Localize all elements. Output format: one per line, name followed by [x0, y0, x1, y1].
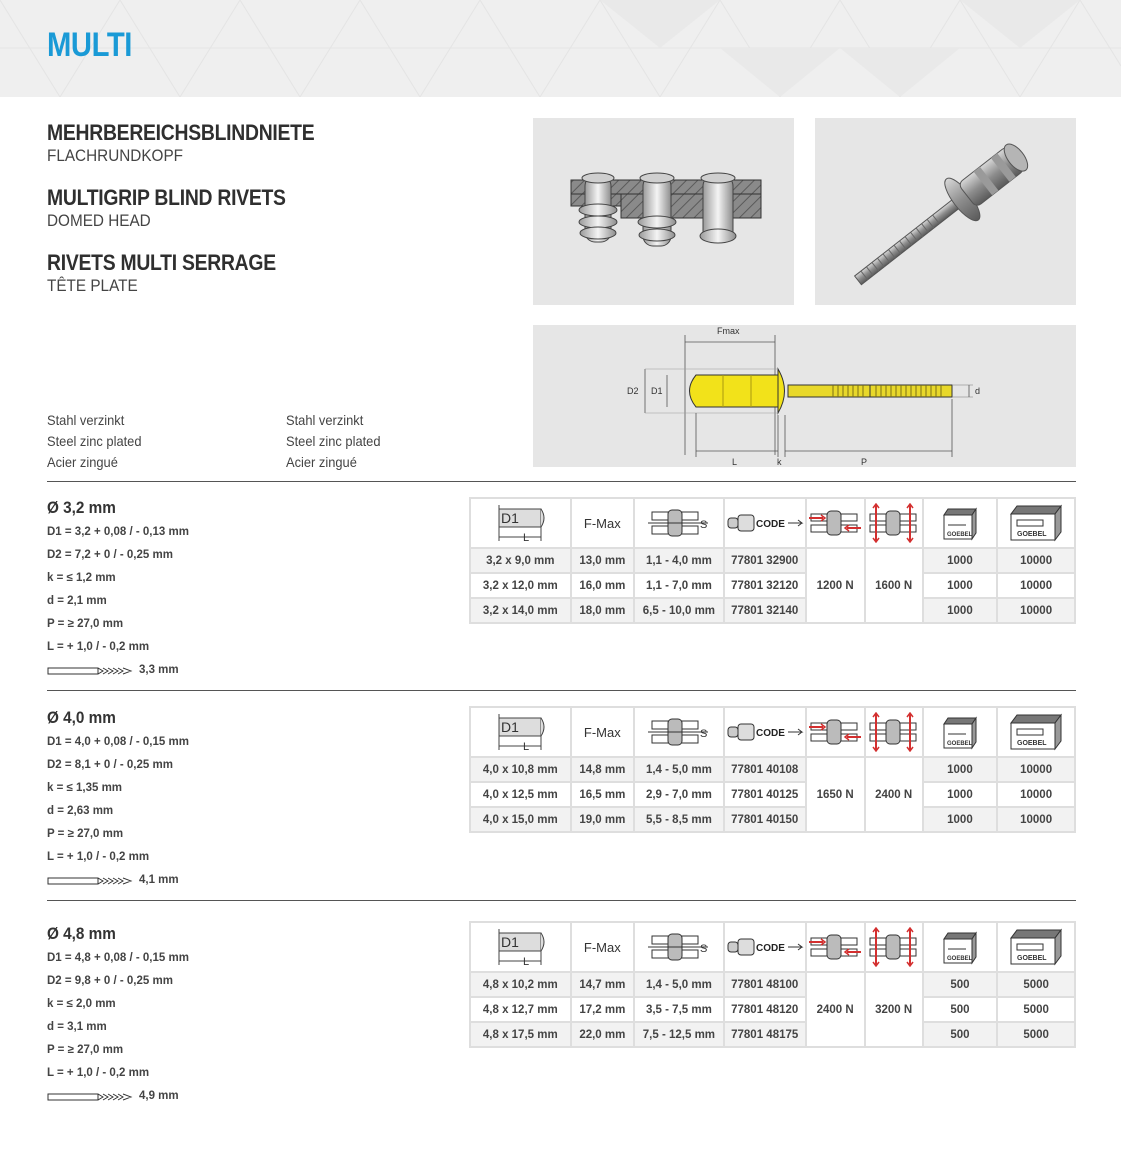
spec-block [47, 924, 189, 1108]
spec-line: D2 = 9,8 + 0 / - 0,25 mm [47, 975, 173, 987]
cell-code: 77801 32120 [724, 573, 806, 598]
cell-grip: 5,5 - 8,5 mm [634, 807, 724, 832]
dimension-diagram [533, 325, 1076, 467]
cell-size: 4,8 x 10,2 mm [470, 972, 571, 997]
l-header-label: L [523, 532, 530, 544]
d1-label: D1 [651, 386, 663, 396]
cell-carton-qty: 10000 [997, 548, 1075, 573]
diameter-heading: Ø 4,8 mm [47, 924, 116, 943]
box-brand-label: GOEBEL [946, 956, 973, 962]
code-header-label: CODE [755, 728, 785, 739]
cell-fmax: 14,7 mm [571, 972, 634, 997]
header-code [724, 707, 806, 757]
header-dimension [470, 498, 571, 548]
cell-box-qty: 500 [923, 972, 998, 997]
cell-box-qty: 1000 [923, 757, 998, 782]
table-row [470, 782, 1075, 807]
cell-fmax: 14,8 mm [571, 757, 634, 782]
d1-header-label: D1 [501, 510, 520, 526]
cell-box-qty: 500 [923, 997, 998, 1022]
cell-fmax: 18,0 mm [571, 598, 634, 623]
cell-grip: 1,1 - 7,0 mm [634, 573, 724, 598]
carton-brand-label: GOEBEL [1017, 531, 1047, 538]
material-fr: Acier zingué [47, 454, 118, 470]
cell-grip: 7,5 - 12,5 mm [634, 1022, 724, 1047]
fmax-label: Fmax [717, 326, 740, 336]
cell-size: 3,2 x 14,0 mm [470, 598, 571, 623]
cell-grip: 3,5 - 7,5 mm [634, 997, 724, 1022]
l-label: L [732, 457, 738, 467]
drill-size-value: 3,3 mm [139, 664, 179, 676]
l-header-label: L [523, 956, 530, 968]
cell-box-qty: 500 [923, 1022, 998, 1047]
cell-code: 77801 40150 [724, 807, 806, 832]
drill-icon [47, 1093, 133, 1101]
cell-fmax: 17,2 mm [571, 997, 634, 1022]
header-shear [806, 922, 865, 972]
cell-grip: 1,1 - 4,0 mm [634, 548, 724, 573]
cell-size: 3,2 x 9,0 mm [470, 548, 571, 573]
d1-header-label: D1 [501, 934, 520, 950]
header-fmax: F-Max [571, 922, 634, 972]
spec-line: L = + 1,0 / - 0,2 mm [47, 851, 150, 863]
title-group-de [47, 120, 507, 166]
d2-label: D2 [627, 386, 639, 396]
rivet-photo [815, 118, 1076, 305]
cell-box-qty: 1000 [923, 573, 998, 598]
code-header-label: CODE [755, 519, 785, 530]
title-main-fr: RIVETS MULTI SERRAGE [47, 250, 276, 275]
cell-grip: 1,4 - 5,0 mm [634, 972, 724, 997]
spec-block [47, 498, 189, 682]
header-code [724, 922, 806, 972]
header-dimension [470, 922, 571, 972]
cell-carton-qty: 5000 [997, 997, 1075, 1022]
page-title: MULTI [47, 26, 133, 64]
table-header-row [470, 707, 1075, 757]
cell-fmax: 19,0 mm [571, 807, 634, 832]
cell-code: 77801 32900 [724, 548, 806, 573]
box-brand-label: GOEBEL [946, 741, 973, 747]
cell-shear: 1650 N [806, 757, 865, 832]
table-row [470, 1022, 1075, 1047]
drill-size [47, 1085, 189, 1108]
spec-line: k = ≤ 1,2 mm [47, 572, 116, 584]
spec-line: L = + 1,0 / - 0,2 mm [47, 1067, 150, 1079]
header-tensile [865, 498, 923, 548]
s-header-label: S [699, 519, 708, 531]
header-code [724, 498, 806, 548]
section-divider [47, 481, 1076, 482]
spec-line: D1 = 3,2 + 0,08 / - 0,13 mm [47, 526, 189, 538]
spec-line: d = 2,63 mm [47, 805, 114, 817]
cell-grip: 2,9 - 7,0 mm [634, 782, 724, 807]
cell-size: 4,0 x 10,8 mm [470, 757, 571, 782]
table-row [470, 972, 1075, 997]
cell-fmax: 16,0 mm [571, 573, 634, 598]
spec-line: k = ≤ 1,35 mm [47, 782, 123, 794]
cell-code: 77801 40125 [724, 782, 806, 807]
rivet-table [469, 497, 1076, 624]
product-titles [47, 120, 507, 315]
cell-carton-qty: 10000 [997, 782, 1075, 807]
header-tensile [865, 707, 923, 757]
header-carton [997, 498, 1075, 548]
cell-fmax: 16,5 mm [571, 782, 634, 807]
carton-brand-label: GOEBEL [1017, 955, 1047, 962]
cell-shear: 2400 N [806, 972, 865, 1047]
header-fmax: F-Max [571, 707, 634, 757]
spec-line: P = ≥ 27,0 mm [47, 1044, 124, 1056]
material-col-2 [286, 410, 389, 473]
drill-icon [47, 667, 133, 675]
header-dimension [470, 707, 571, 757]
title-group-en [47, 185, 507, 231]
cell-carton-qty: 10000 [997, 573, 1075, 598]
cell-fmax: 22,0 mm [571, 1022, 634, 1047]
cell-tensile: 2400 N [865, 757, 923, 832]
cell-box-qty: 1000 [923, 782, 998, 807]
cell-size: 4,8 x 12,7 mm [470, 997, 571, 1022]
table-header-row [470, 498, 1075, 548]
k-label: k [777, 457, 782, 467]
cell-size: 3,2 x 12,0 mm [470, 573, 571, 598]
drill-size [47, 869, 189, 892]
cell-size: 4,8 x 17,5 mm [470, 1022, 571, 1047]
spec-line: D1 = 4,8 + 0,08 / - 0,15 mm [47, 952, 189, 964]
header-tensile [865, 922, 923, 972]
cell-carton-qty: 5000 [997, 1022, 1075, 1047]
table-row [470, 573, 1075, 598]
header-box [923, 707, 998, 757]
cell-box-qty: 1000 [923, 548, 998, 573]
header-grip-range [634, 922, 724, 972]
cell-code: 77801 32140 [724, 598, 806, 623]
table-header-row [470, 922, 1075, 972]
header-shear [806, 498, 865, 548]
cross-section-image [533, 118, 794, 305]
material-en: Steel zinc plated [47, 433, 142, 449]
carton-brand-label: GOEBEL [1017, 740, 1047, 747]
cell-tensile: 3200 N [865, 972, 923, 1047]
rivet-table [469, 706, 1076, 833]
cell-size: 4,0 x 12,5 mm [470, 782, 571, 807]
header-box [923, 922, 998, 972]
spec-line: L = + 1,0 / - 0,2 mm [47, 641, 150, 653]
d1-header-label: D1 [501, 719, 520, 735]
section-divider [47, 900, 1076, 901]
cell-grip: 1,4 - 5,0 mm [634, 757, 724, 782]
s-header-label: S [699, 943, 708, 955]
section-divider [47, 690, 1076, 691]
spec-line: P = ≥ 27,0 mm [47, 618, 124, 630]
box-brand-label: GOEBEL [946, 532, 973, 538]
cell-tensile: 1600 N [865, 548, 923, 623]
spec-line: k = ≤ 2,0 mm [47, 998, 116, 1010]
cell-fmax: 13,0 mm [571, 548, 634, 573]
cell-box-qty: 1000 [923, 807, 998, 832]
table-row [470, 598, 1075, 623]
spec-line: P = ≥ 27,0 mm [47, 828, 124, 840]
header-carton [997, 707, 1075, 757]
header-grip-range [634, 707, 724, 757]
cell-carton-qty: 5000 [997, 972, 1075, 997]
title-group-fr [47, 250, 507, 296]
spec-line: d = 2,1 mm [47, 595, 107, 607]
title-main-de: MEHRBEREICHSBLINDNIETE [47, 120, 315, 145]
spec-line: D1 = 4,0 + 0,08 / - 0,15 mm [47, 736, 189, 748]
code-header-label: CODE [755, 943, 785, 954]
material-en: Steel zinc plated [286, 433, 381, 449]
diameter-heading: Ø 4,0 mm [47, 708, 116, 727]
title-main-en: MULTIGRIP BLIND RIVETS [47, 185, 286, 210]
spec-line: D2 = 8,1 + 0 / - 0,25 mm [47, 759, 173, 771]
cell-grip: 6,5 - 10,0 mm [634, 598, 724, 623]
p-label: P [861, 457, 868, 467]
top-banner [0, 0, 1121, 97]
drill-size-value: 4,1 mm [139, 874, 179, 886]
title-sub-en: DOMED HEAD [47, 211, 151, 230]
cell-code: 77801 48100 [724, 972, 806, 997]
cell-size: 4,0 x 15,0 mm [470, 807, 571, 832]
header-box [923, 498, 998, 548]
d-label: d [975, 386, 981, 396]
header-carton [997, 922, 1075, 972]
header-fmax: F-Max [571, 498, 634, 548]
drill-size [47, 659, 189, 682]
l-header-label: L [523, 741, 530, 753]
rivet-table [469, 921, 1076, 1048]
spec-block [47, 708, 189, 892]
material-col-1 [47, 410, 150, 473]
table-row [470, 997, 1075, 1022]
material-de: Stahl verzinkt [47, 412, 125, 428]
table-row [470, 548, 1075, 573]
drill-icon [47, 877, 133, 885]
title-sub-fr: TÊTE PLATE [47, 276, 138, 295]
header-shear [806, 707, 865, 757]
table-row [470, 757, 1075, 782]
cell-carton-qty: 10000 [997, 757, 1075, 782]
material-de: Stahl verzinkt [286, 412, 364, 428]
s-header-label: S [699, 728, 708, 740]
diameter-heading: Ø 3,2 mm [47, 498, 116, 517]
cell-shear: 1200 N [806, 548, 865, 623]
spec-line: d = 3,1 mm [47, 1021, 107, 1033]
drill-size-value: 4,9 mm [139, 1090, 179, 1102]
cell-box-qty: 1000 [923, 598, 998, 623]
spec-line: D2 = 7,2 + 0 / - 0,25 mm [47, 549, 173, 561]
banner-pattern [0, 0, 1121, 97]
cell-code: 77801 40108 [724, 757, 806, 782]
cell-carton-qty: 10000 [997, 807, 1075, 832]
header-grip-range [634, 498, 724, 548]
table-row [470, 807, 1075, 832]
cell-code: 77801 48175 [724, 1022, 806, 1047]
cell-code: 77801 48120 [724, 997, 806, 1022]
title-sub-de: FLACHRUNDKOPF [47, 146, 184, 165]
material-fr: Acier zingué [286, 454, 357, 470]
cell-carton-qty: 10000 [997, 598, 1075, 623]
